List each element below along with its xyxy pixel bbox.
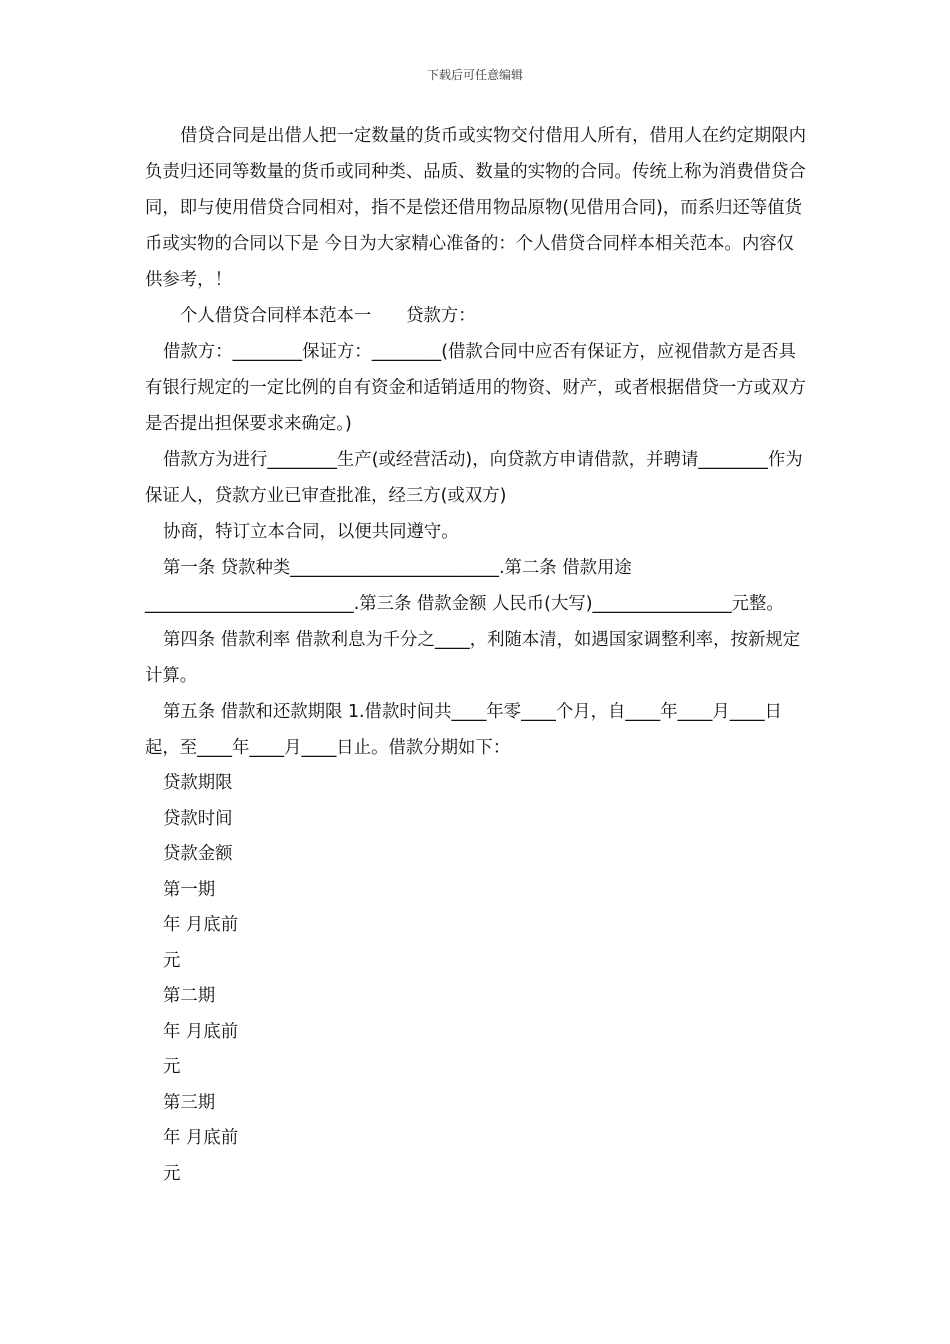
schedule-line: 第三期 — [163, 1092, 216, 1113]
page-header: 下载后可任意编辑 — [426, 68, 523, 82]
installment-schedule — [145, 766, 809, 1192]
purpose-paragraph: 借款方为进行________生产(或经营活动)，向贷款方申请借款，并聘请________作为保证人，贷款方业已审查批准，经三方(或双方) — [145, 450, 803, 506]
schedule-line: 贷款金额 — [163, 844, 233, 864]
article-4-paragraph: 第四条 借款利率 借款利息为千分之____，利随本清，如遇国家调整利率，按新规定计算。 — [145, 630, 801, 686]
schedule-line: 年 月底前 — [163, 915, 239, 935]
contract-title-line: 个人借贷合同样本范本一 贷款方： — [180, 306, 476, 326]
articles-1-3-paragraph: 第一条 贷款种类________________________.第二条 借款用途________________________.第三条 借款金额 人民币(大写)________________元整。 — [145, 558, 784, 614]
schedule-line: 第一期 — [163, 879, 216, 900]
parties-paragraph: 借款方：________保证方：________(借款合同中应否有保证方，应视借款方是否具有银行规定的一定比例的自有资金和适销适用的物资、财产，或者根据借贷一方或双方是否提出担保要求来确定。) — [145, 342, 806, 434]
schedule-line: 贷款期限 — [163, 773, 233, 793]
schedule-line: 贷款时间 — [163, 808, 233, 829]
schedule-line: 第二期 — [163, 986, 216, 1006]
schedule-line: 元 — [163, 950, 181, 971]
schedule-line: 年 月底前 — [163, 1128, 239, 1148]
agreement-paragraph: 协商，特订立本合同，以便共同遵守。 — [163, 522, 459, 542]
document-body — [145, 118, 809, 1192]
intro-paragraph: 借贷合同是出借人把一定数量的货币或实物交付借用人所有，借用人在约定期限内负责归还同等数量的货币或同种类、品质、数量的实物的合同。传统上称为消费借贷合同，即与使用借贷合同相对，指不是偿还借用物品原物(见借用合同)，而系归还等值货币或实物的合同以下是 今日为大家精心准备的：个人借贷合同样本相关范本。内容仅供参考，！ — [145, 126, 807, 290]
schedule-line: 年 月底前 — [163, 1021, 239, 1042]
schedule-line: 元 — [163, 1057, 181, 1077]
article-5-paragraph: 第五条 借款和还款期限 1.借款时间共____年零____个月，自____年____月____日起，至____年____月____日止。借款分期如下： — [145, 702, 782, 758]
schedule-line: 元 — [163, 1163, 181, 1184]
